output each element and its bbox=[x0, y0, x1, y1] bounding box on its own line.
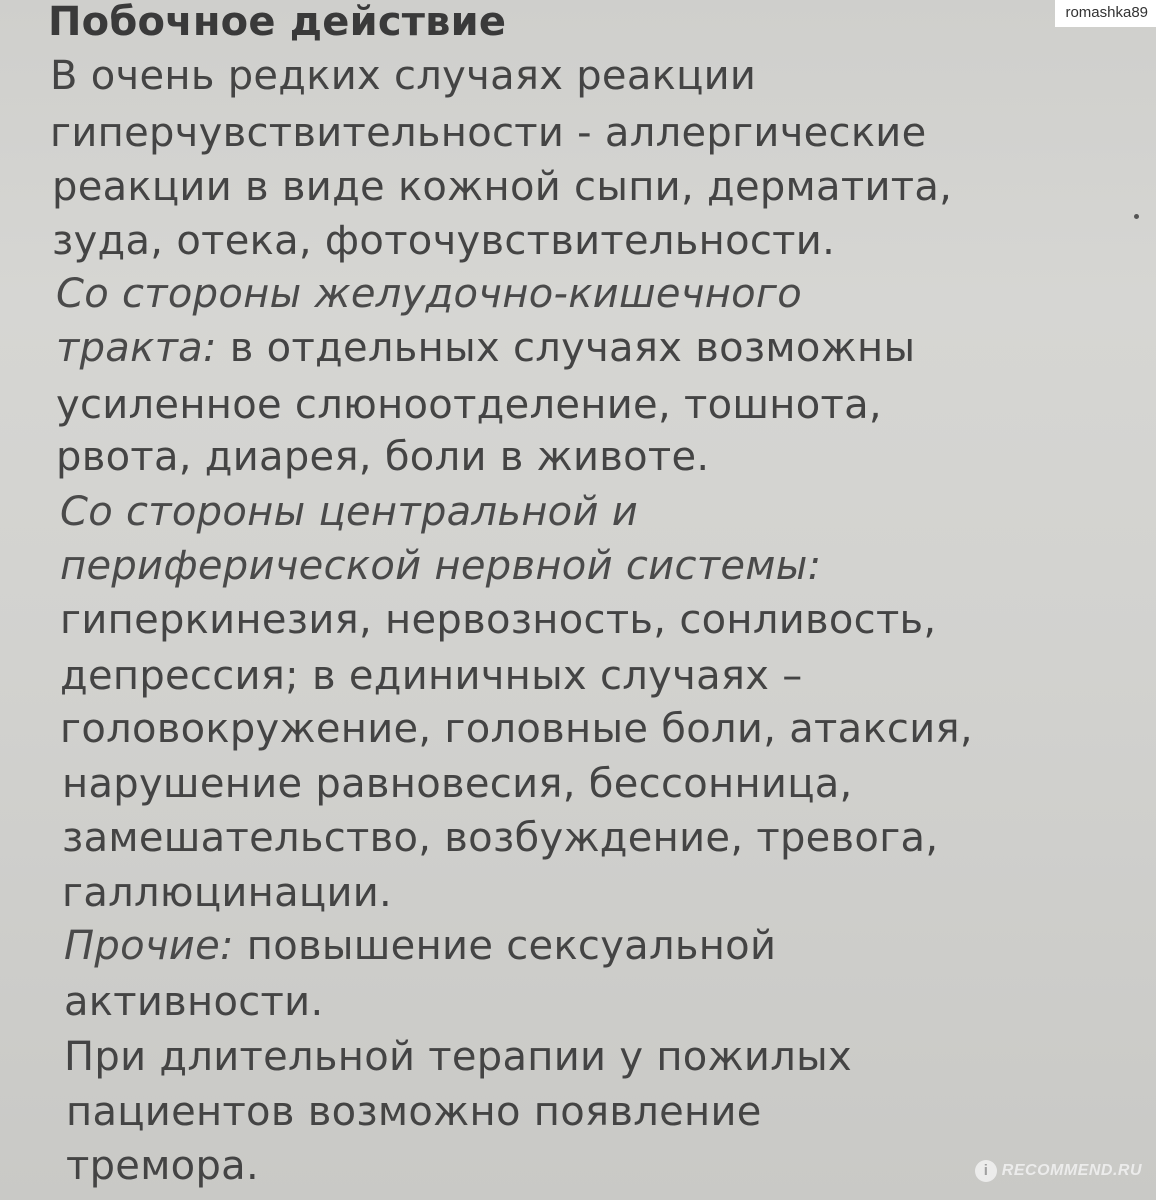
text-line bbox=[56, 322, 915, 374]
line-text: галлюцинации. bbox=[62, 870, 393, 916]
line-text: активности. bbox=[64, 979, 324, 1025]
line-text: гиперчувствительности - аллергические bbox=[50, 110, 927, 156]
subsection-label: Со стороны центральной и bbox=[60, 489, 639, 535]
text-line bbox=[66, 1086, 762, 1138]
text-line bbox=[60, 486, 638, 538]
subsection-label: Со стороны желудочно-кишечного bbox=[56, 271, 803, 317]
text-line bbox=[56, 431, 709, 483]
site-watermark-text: RECOMMEND.RU bbox=[1001, 1162, 1142, 1179]
line-text: реакции в виде кожной сыпи, дерматита, bbox=[52, 164, 953, 210]
paper-speck bbox=[1134, 214, 1139, 219]
text-line bbox=[64, 920, 776, 972]
line-text: гиперкинезия, нервозность, сонливость, bbox=[60, 597, 937, 643]
line-text: повышение сексуальной bbox=[233, 923, 777, 969]
subsection-label: тракта: bbox=[56, 325, 217, 371]
line-text: тремора. bbox=[66, 1143, 259, 1189]
text-line bbox=[60, 594, 936, 646]
text-line bbox=[62, 867, 392, 919]
text-line bbox=[62, 812, 938, 864]
line-text: рвота, диарея, боли в животе. bbox=[56, 434, 710, 480]
line-text: в отдельных случаях возможны bbox=[216, 325, 916, 371]
line-text: депрессия; в единичных случаях – bbox=[60, 653, 803, 699]
line-text: пациентов возможно появление bbox=[66, 1089, 762, 1135]
text-line bbox=[56, 379, 882, 431]
line-text: замешательство, возбуждение, тревога, bbox=[62, 815, 939, 861]
recommend-logo-icon: i bbox=[975, 1160, 997, 1182]
subsection-label: периферической нервной системы: bbox=[60, 543, 822, 589]
text-line bbox=[66, 1140, 259, 1192]
text-line bbox=[50, 107, 927, 159]
line-text: При длительной терапии у пожилых bbox=[64, 1034, 852, 1080]
text-line bbox=[64, 976, 323, 1028]
text-line bbox=[60, 540, 821, 592]
site-watermark bbox=[975, 1160, 1142, 1182]
text-line bbox=[52, 161, 952, 213]
text-line bbox=[64, 1031, 852, 1083]
text-line bbox=[52, 215, 835, 267]
text-line bbox=[50, 50, 756, 102]
line-text: зуда, отека, фоточувствительности. bbox=[52, 218, 836, 264]
section-heading: Побочное действие bbox=[48, 0, 507, 45]
text-line bbox=[62, 758, 853, 810]
text-line bbox=[60, 703, 973, 755]
subsection-label: Прочие: bbox=[64, 923, 234, 969]
text-line bbox=[56, 268, 802, 320]
author-watermark: romashka89 bbox=[1055, 0, 1156, 27]
line-text: В очень редких случаях реакции bbox=[50, 53, 757, 99]
line-text: усиленное слюноотделение, тошнота, bbox=[56, 382, 882, 428]
line-text: нарушение равновесия, бессонница, bbox=[62, 761, 853, 807]
text-line bbox=[60, 650, 803, 702]
line-text: головокружение, головные боли, атаксия, bbox=[60, 706, 973, 752]
